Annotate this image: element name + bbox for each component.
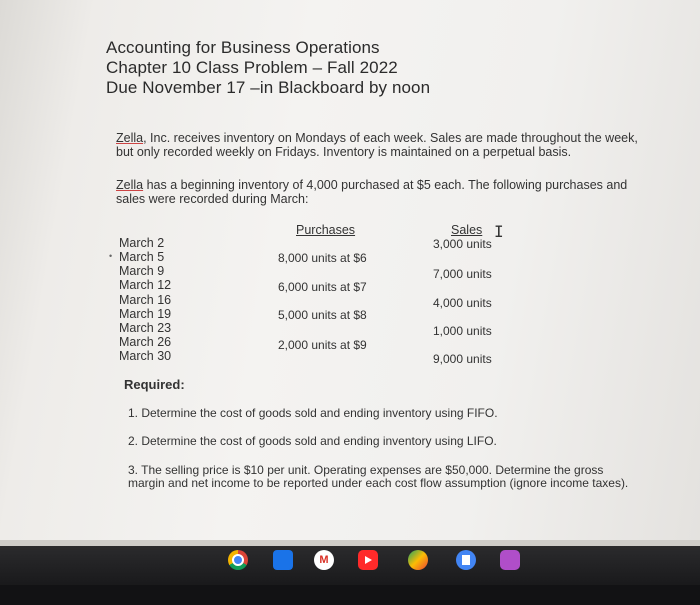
company-name: Zella [116,131,144,145]
intro-paragraph-2: Zella has a beginning inventory of 4,000 purchased at $5 each. The following purchases and [116,178,628,192]
question-1: 1. Determine the cost of goods sold and ending inventory using FIFO. [128,406,498,420]
question-2: 2. Determine the cost of goods sold and ending inventory using LIFO. [128,434,497,448]
purchase-cell: 5,000 units at $8 [278,308,367,322]
doc-page [462,555,470,565]
due-date: Due November 17 –in Blackboard by noon [106,78,431,97]
sales-cell: 7,000 units [433,267,492,281]
question-3-line-2: margin and net income to be reported under each cost flow assumption (ignore income taxes). [128,476,629,490]
text-cursor-icon: I [494,222,504,241]
required-heading: Required: [124,377,185,392]
photos-icon[interactable] [500,550,520,570]
date-row: March 23 [119,321,172,335]
gmail-icon[interactable]: M [314,550,334,570]
play-store-icon[interactable] [408,550,428,570]
question-3-line-1: 3. The selling price is $10 per unit. Operating expenses are $50,000. Determine the gross [128,463,604,477]
date-row: March 12 [119,278,172,292]
purchases-header: Purchases [296,223,356,237]
date-row: March 5 [119,250,165,264]
sales-cell: 4,000 units [433,296,492,310]
docs-icon[interactable] [456,550,476,570]
date-row: March 16 [119,293,172,307]
company-name-2: Zella [116,178,144,192]
date-row: March 2 [119,236,165,250]
purchase-cell: 8,000 units at $6 [278,251,367,265]
intro-paragraph-1: Zella, Inc. receives inventory on Mondays of each week. Sales are made throughout the week, [116,131,638,145]
play-glyph [365,556,372,564]
bullet-mark: • [109,251,113,261]
date-row: March 30 [119,349,172,363]
intro-paragraph-2b: sales were recorded during March: [116,192,309,206]
youtube-icon[interactable] [358,550,378,570]
date-row: March 26 [119,335,172,349]
purchase-cell: 6,000 units at $7 [278,280,367,294]
intro-paragraph-1b: but only recorded weekly on Fridays. Inventory is maintained on a perpetual basis. [116,145,572,159]
chrome-center [232,554,244,566]
shelf-bottom [0,585,700,605]
date-row: March 9 [119,264,165,278]
files-icon[interactable] [273,550,293,570]
chapter-title: Chapter 10 Class Problem – Fall 2022 [106,58,398,77]
sales-cell: 9,000 units [433,352,492,366]
course-title: Accounting for Business Operations [106,38,380,57]
sales-header: Sales [451,223,483,237]
sales-cell: 1,000 units [433,324,492,338]
purchase-cell: 2,000 units at $9 [278,338,367,352]
date-row: March 19 [119,307,172,321]
chrome-icon[interactable] [228,550,248,570]
sales-cell: 3,000 units [433,237,492,251]
